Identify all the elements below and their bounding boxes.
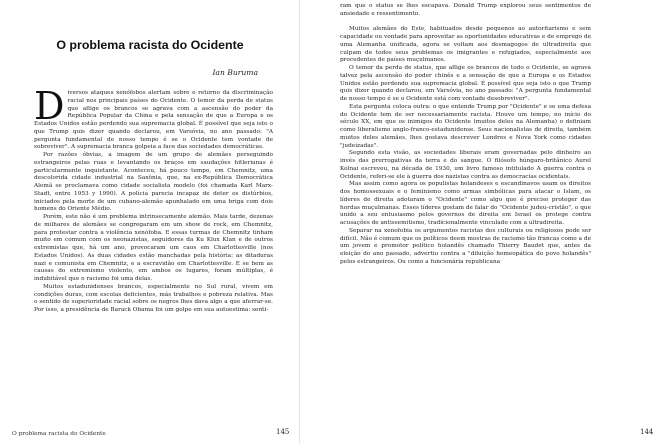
paragraph: Porém, este não é um problema intrinsecamente alemão. Mais tarde, dezenas de milhares de alemães se congregaram em um show de rock, em Chemnitz, para protestar contra a violência xenófoba. E essas turmas de Chemnitz tinham muito em comum com os neonazistas, seguidores da Ku Klux Klan e de outros extremistas que, há um ano, provocaram um caos em Charlottesville (nos Estados Unidos). As duas cidades estão manchadas pela história: as ditaduras nazi e comunista em Chemnitz, e a escravidão em Charlottesville. E se bem as causas do extremismo violento, em ambos os lugares, foram múltiplas, é indubitável que o racismo foi uma delas. bbox=[34, 214, 273, 282]
paragraph: ram que o status se lhes escapava. Donald Trump explorou seus sentimentos de ansiedade e ressentimento. bbox=[340, 3, 591, 17]
paragraph: O temor da perda de status, que aflige os brancos de todo o Ocidente, se agrava talvez pela ascensão do poder chinês e a sensação de que a Europa e os Estados Unidos estão perdendo sua supremacia global. É possível que seja isto o que Trump quis dizer quando declarou, em Varsóvia, no ano passado: "A pergunta fundamental de nosso tempo é se o Ocidente está com vontade desobreviver". bbox=[340, 65, 591, 102]
drop-cap: D bbox=[34, 84, 65, 128]
page-number: 145 bbox=[276, 428, 290, 436]
paragraph: Segundo esta visão, as sociedades liberais eram governadas pelo dinheiro ao invés das prerrogativas da terra e do sangue. O filósofo húngaro-britânico Aurel Kolnai escreveu, na década de 1930, um livro famoso intitulado A guerra contra o Ocidente, referi-se ele à guerra dos nazistas contra as democracias ocidentais. bbox=[340, 150, 591, 180]
article-author: Ian Buruma bbox=[212, 68, 258, 77]
paragraph: Muitos estadunidenses brancos, especialmente no Sul rural, vivem em condições duras, com escolas deficientes, más trabalhos e pobreza relativa. Mas o sentido de superioridade racial sobre os negros lhes dava algo a que aferrar-se. Por isso, a presidência de Barack Obama foi um golpe em sua autoestima: senti- bbox=[34, 283, 273, 313]
paragraph: Mas assim como agora os populistas holandeses e escandinavos usam os direitos dos homossexuais e o feminismo como armas simbólicas para atacar o Islam, os líderes de direita adotaram o "Ocidente" como algo que é preciso proteger das hordas muçulmanas. Esses líderes gostam de falar do "Ocidente judeu-cristão", o que unido a seu entusiasmo pelos governos de direita em Israel os protege contra acusações de antissemitismo, tradicionalmente vinculado com a ultradireita. bbox=[340, 181, 591, 226]
page-number: 144 bbox=[640, 428, 653, 436]
left-page bbox=[0, 0, 300, 444]
right-page bbox=[300, 0, 653, 444]
paragraph bbox=[34, 84, 273, 152]
article-title: O problema racista do Ocidente bbox=[56, 38, 244, 52]
left-page-text-column bbox=[34, 84, 273, 422]
right-page-text-column bbox=[340, 3, 591, 414]
running-footer: O problema racista do Ocidente bbox=[12, 431, 106, 437]
paragraph: Esta pergunta coloca outra: o que entende Trump por "Ocidente" e se uma defesa do Ocidente tem de ser necessariamente racista. Houve um tempo, no início do século XX, em que os inimigos do Ocidente (muitos deles na Alemanha) o definiam como liberalismo anglo-franco-estadunidense. Seus nacionalistas de direita, também muitos deles alemães, lhes gostava descrever Londres e Nova York como cidades "judeizadas". bbox=[340, 103, 591, 149]
paragraph: Separar na xenofobia os argumentos racistas dos culturais ou religiosos pode ser difícil. Não é comum que os políticos deem mostras de racismo tão francas como a de um jovem e promotor político holandês chamado Thierry Baudet que, antes da eleição do ano passado, advertiu contra a "diluição homeopática do povo holandês" pelos estrangeiros. Ou como a funcionária republicana bbox=[340, 227, 591, 265]
paragraph-text: iversos ataques xenófobos alertam sobre o retorno da discriminação racial nos principais países do Ocidente. O temor da perda de status que aflige os brancos se agrava com a ascensão do poder da República Popular da China e pela sensação de que a Europa e os Estados Unidos estão perdendo sua supremacia global. É possível que seja isto o que Trump quis dizer quando declarou, em Varsóvia, no ano passado: "A pergunta fundamental de nosso tempo é se o Ocidente tem vontade de sobreviver". A supremacia branca golpeia a face das sociedades democráticas. bbox=[34, 90, 273, 151]
paragraph: Por razões óbvias, a imagem de um grupo de alemães perseguindo estrangeiros pelas ruas e levantando os braços em saudações hitlerianas é particularmente inquietante. Aconteceu, há pouco tempo, em Chemnitz, uma descolorida cidade industrial na Saxônia, que, na ex-República Democrática Alemã se proclamava como cidade socialista modelo (foi chamada Karl Marx-Stadt, entre 1953 y 1990). A polícia parecia incapaz de deter os distúrbios, iniciados pela morte de um cubano-alemão apunhalado em uma briga com dois homens do Oriente Médio. bbox=[34, 152, 273, 213]
paragraph: Muitos alemães do Este, habituados desde pequenos ao autoritarismo e sem capacidade ou vontade para aproveitar as oportunidades educativas e de emprego de uma Alemanha unificada, agora se voltam aos desmagogos de ultradireita que culpam de todos seus problemas os imigrantes e refugiados, especialmente aos procedentes de países muçulmanos. bbox=[340, 26, 591, 64]
